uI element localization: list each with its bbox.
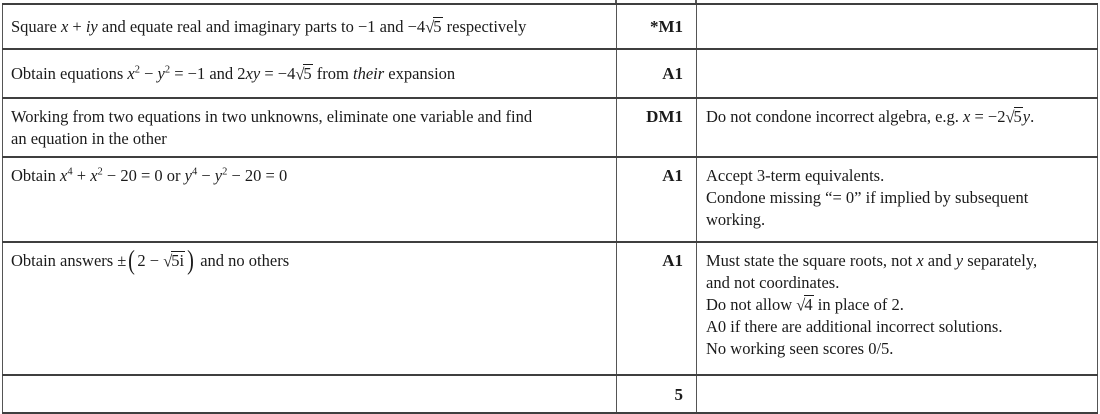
italic-variable: y (955, 251, 964, 270)
table-row (3, 375, 1098, 413)
italic-variable: x (90, 166, 98, 185)
sqrt-radical (295, 64, 312, 83)
text-line: working. (706, 210, 766, 229)
text-line: Do not condone incorrect algebra, e.g. x = −2√5y. (706, 107, 1035, 127)
text-line: Obtain $x^4 + x^2 - 20 = 0$ or $y^4 - y^2 - 20 = 0$ (11, 166, 288, 185)
text-line: and not coordinates. (706, 273, 840, 292)
mark-cell: A1 (617, 242, 697, 375)
italic-variable: x (963, 107, 971, 126)
italic-variable: y (157, 64, 165, 83)
mark-scheme-table (2, 3, 1098, 414)
mark-cell: A1 (617, 49, 697, 98)
superscript: 2 (222, 166, 228, 178)
superscript: 4 (191, 166, 198, 178)
text-line: an equation in the other (11, 129, 167, 148)
radical-sign: √ (796, 295, 806, 315)
table-row (3, 4, 1098, 49)
description-cell (3, 49, 617, 98)
comment-cell (697, 98, 1098, 157)
description-cell (3, 157, 617, 242)
radical-sign: √ (1005, 107, 1015, 127)
italic-variable: iy (85, 17, 98, 36)
text-line: Accept 3-term equivalents. (706, 166, 885, 185)
comment-cell (697, 375, 1098, 413)
radical-sign: √ (425, 17, 435, 37)
total-marks-cell: 5 (617, 375, 697, 413)
text-line: Must state the square roots, not x and y separately, (706, 251, 1038, 270)
text-line: Obtain equations $x^2 - y^2 = -1$ and 2xy = −4√5 from their expansion (11, 64, 456, 84)
radical-sign: √ (163, 251, 173, 271)
italic-variable: xy (245, 64, 261, 83)
italic-variable: their (352, 64, 385, 83)
mark-cell: A1 (617, 157, 697, 242)
text-line: Obtain answers ±( 2 − √5i ) and no others (11, 245, 290, 275)
italic-variable: x (60, 17, 69, 36)
sqrt-radical (1005, 107, 1022, 126)
sqrt-radical (425, 17, 442, 36)
text-line: Working from two equations in two unknowns, eliminate one variable and find (11, 107, 533, 126)
sqrt-radical (796, 295, 813, 314)
comment-cell (697, 242, 1098, 375)
text-line: Condone missing “= 0” if implied by subsequent (706, 188, 1029, 207)
radicand: 5 (433, 17, 442, 36)
radicand: 4 (804, 295, 813, 314)
italic-variable: y (184, 166, 192, 185)
superscript: 2 (97, 166, 103, 178)
superscript: 2 (134, 64, 140, 76)
description-cell (3, 375, 617, 413)
mark-cell: DM1 (617, 98, 697, 157)
table-row (3, 98, 1098, 157)
italic-variable: x (916, 251, 924, 270)
text-line: Do not allow √4 in place of 2. (706, 295, 904, 315)
comment-cell (697, 49, 1098, 98)
text-line: Square x + iy and equate real and imaginary parts to −1 and −4√5 respectively (11, 17, 527, 37)
italic-variable: x (127, 64, 135, 83)
sqrt-radical (163, 251, 185, 270)
radicand: 5 (303, 64, 312, 83)
description-cell (3, 98, 617, 157)
italic-variable: y (1022, 107, 1031, 126)
radicand: 5 (1013, 107, 1022, 126)
radicand: 5i (171, 251, 185, 270)
text-line: No working seen scores 0/5. (706, 339, 894, 358)
description-cell (3, 242, 617, 375)
italic-variable: y (214, 166, 223, 185)
italic-variable: x (60, 166, 68, 185)
text-line: A0 if there are additional incorrect solutions. (706, 317, 1003, 336)
radical-sign: √ (295, 64, 305, 84)
superscript: 2 (164, 64, 171, 76)
table-row (3, 49, 1098, 98)
superscript: 4 (67, 166, 73, 178)
table-row (3, 242, 1098, 375)
comment-cell (697, 4, 1098, 49)
comment-cell (697, 157, 1098, 242)
description-cell (3, 4, 617, 49)
mark-cell: *M1 (617, 4, 697, 49)
table-row (3, 157, 1098, 242)
